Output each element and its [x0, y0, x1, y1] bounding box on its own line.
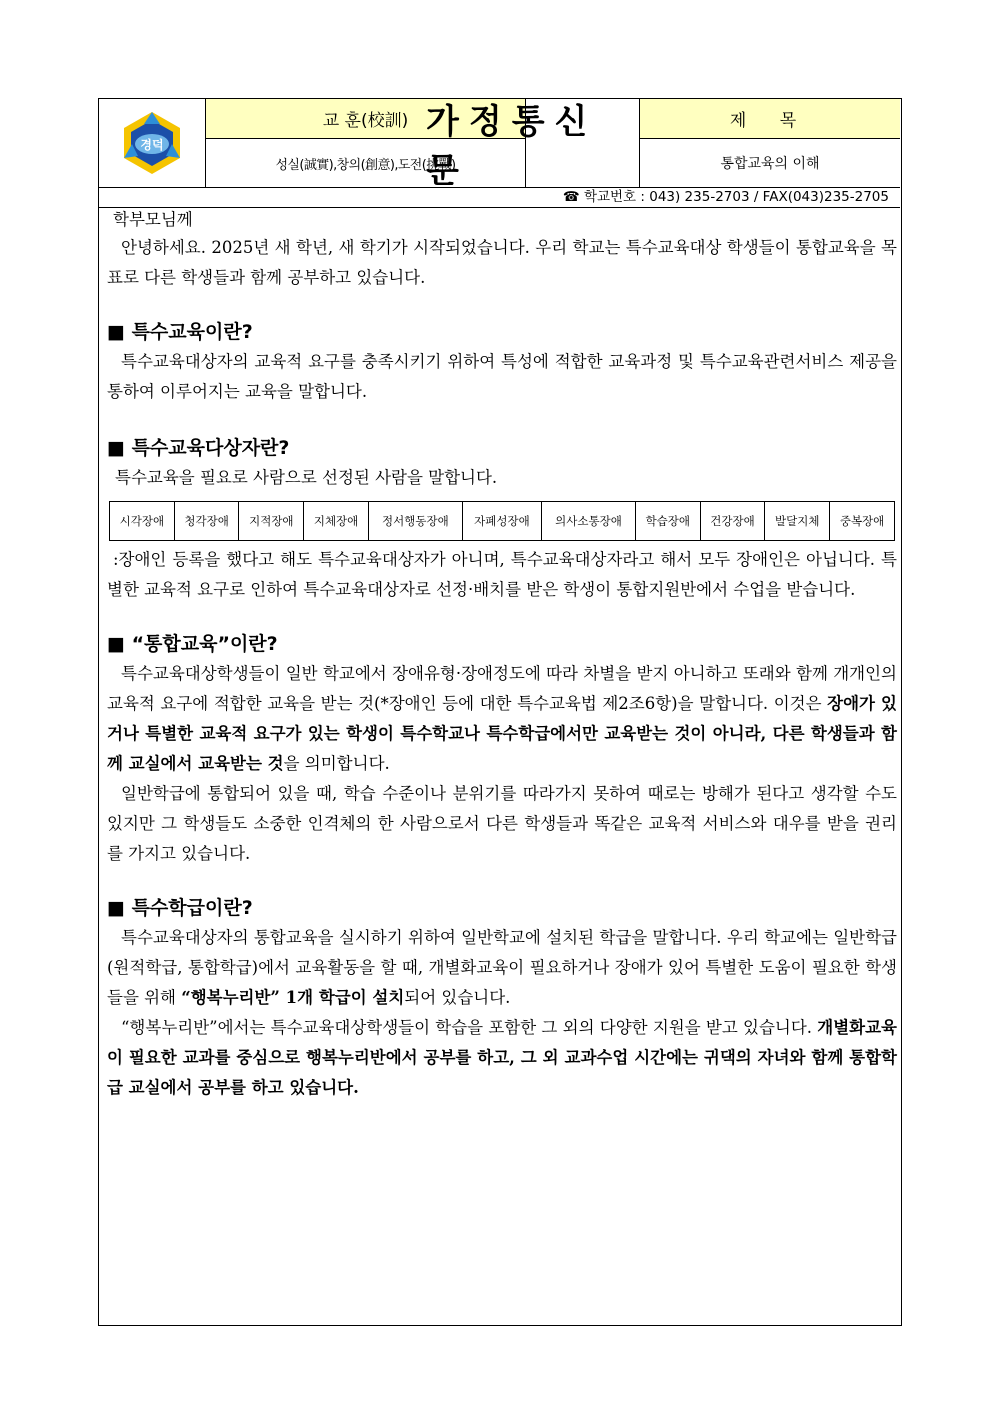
disability-type-cell: 정서행동장애 — [368, 502, 462, 541]
class-text-c: 되어 있습니다. — [404, 988, 511, 1007]
greeting: 학부모님께 — [113, 210, 193, 229]
disability-type-cell: 시각장애 — [110, 502, 175, 541]
intro-paragraph: 안녕하세요. 2025년 새 학년, 새 학기가 시작되었습니다. 우리 학교는 특수교육대상 학생들이 통합교육을 목표로 다른 학생들과 함께 공부하고 있습니다. — [107, 238, 897, 287]
disability-type-cell: 건강장애 — [700, 502, 765, 541]
disability-type-cell: 지체장애 — [304, 502, 369, 541]
class-text-bold: “행복누리반” 1개 학급이 설치 — [181, 988, 405, 1007]
header-table — [99, 99, 900, 191]
document-frame — [98, 98, 902, 1326]
class-text-a: 특수교육대상자의 통합교육을 실시하기 위하여 일반학교에 설치된 학급을 말합니다. 우리 학교에는 일반학급(원적학급, 통합학급)에서 교육활동을 할 때, 개별화교육이 필요하거나 장애가 있어 특별한 도움이 필요한 학생들을 위해 — [107, 928, 897, 1007]
section-body-special-education: 특수교육대상자의 교육적 요구를 충족시키기 위하여 특성에 적합한 교육과정 및 특수교육관련서비스 제공을 통하여 이루어지는 교육을 말합니다. — [107, 352, 897, 401]
school-contact — [563, 187, 889, 207]
inclusive-text-a: 특수교육대상학생들이 일반 학교에서 장애유형·장애정도에 따라 차별을 받지 아니하고 또래와 함께 개개인의 교육적 요구에 적합한 교육을 받는 것(*장애인 등에 대한 특수교육법 제2조6항)을 말합니다. 이것은 — [107, 664, 897, 713]
subject-value: 통합교육의 이해 — [639, 139, 900, 187]
class2-text-a: “행복누리반”에서는 특수교육대상학생들이 학습을 포함한 그 외의 다양한 지원을 받고 있습니다. — [121, 1018, 818, 1037]
inclusive-text-bold: 장애가 있거나 특별한 교육적 요구가 있는 학생이 특수학교나 특수학급에서만 교육받는 것이 아니라, 다른 학생들과 함께 교실에서 교육받는 것 — [107, 694, 897, 773]
class2-text-bold: 개별화교육이 필요한 교과를 중심으로 행복누리반에서 공부를 하고, 그 외 교과수업 시간에는 귀댁의 자녀와 함께 통합학급 교실에서 공부를 하고 있습니다. — [107, 1018, 897, 1097]
disability-type-cell: 학습장애 — [635, 502, 700, 541]
section-body-special-class — [107, 923, 897, 1013]
disability-type-cell: 발달지체 — [765, 502, 830, 541]
subject-label: 제 목 — [639, 99, 900, 139]
school-emblem-icon — [120, 110, 184, 176]
document-title: 가정통신문 — [426, 102, 598, 191]
section-note-target: :장애인 등록을 했다고 해도 특수교육대상자가 아니며, 특수교육대상자라고 해서 모두 장애인은 아닙니다. 특별한 교육적 요구로 인하여 특수교육대상자로 선정·배치를 받은 학생이 통합지원반에서 수업을 받습니다. — [107, 550, 897, 599]
inclusive-text-c: 을 의미합니다. — [283, 754, 390, 773]
disability-type-cell: 청각장애 — [174, 502, 239, 541]
disability-type-cell: 중복장애 — [830, 502, 895, 541]
disability-type-cell: 지적장애 — [239, 502, 304, 541]
phone-icon: ☎ — [562, 189, 580, 205]
logo-text: 경덕 — [140, 138, 164, 152]
section-heading-target: ■ 특수교육다상자란? — [107, 437, 290, 459]
section-body2-special-class — [107, 1013, 897, 1103]
motto-label: 교 훈(校訓) — [206, 99, 526, 139]
disability-type-cell: 의사소통장애 — [542, 502, 636, 541]
section-heading-inclusive: ■ “통합교육”이란? — [107, 633, 278, 655]
section-heading-special-class: ■ 특수학급이란? — [107, 897, 253, 919]
table-row — [110, 502, 895, 541]
letter-body — [107, 207, 897, 1103]
school-logo — [99, 99, 206, 187]
section-body-inclusive — [107, 659, 897, 779]
disability-types-table — [109, 501, 895, 541]
motto-value: 성실(誠實),창의(創意),도전(挑戰) — [206, 139, 526, 187]
disability-type-cell: 자폐성장애 — [462, 502, 541, 541]
section-heading-special-education: ■ 특수교육이란? — [107, 321, 253, 343]
section-body2-inclusive: 일반학급에 통합되어 있을 때, 학습 수준이나 분위기를 따라가지 못하여 때로는 방해가 된다고 생각할 수도 있지만 그 학생들도 소중한 인격체의 한 사람으로서 다른 학생들과 똑같은 교육적 서비스와 대우를 받을 권리를 가지고 있습니다. — [107, 784, 897, 863]
section-body-target: 특수교육을 필요로 사람으로 선정된 사람을 말합니다. — [115, 468, 498, 487]
phone-text: 학교번호 : 043) 235-2703 / FAX(043)235-2705 — [583, 189, 889, 205]
